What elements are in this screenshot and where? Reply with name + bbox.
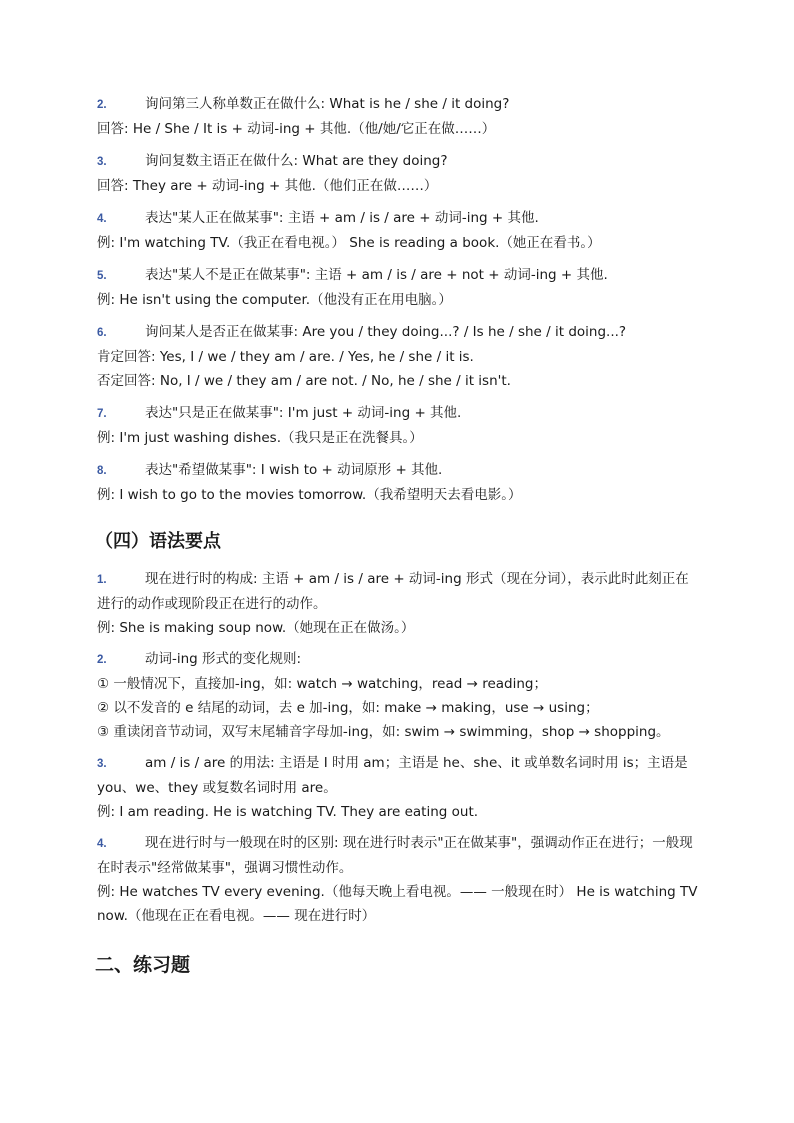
grammar-item-4 [97,831,699,928]
item-number: 8. [97,465,107,477]
item-number: 7. [97,408,107,420]
list-item-5 [97,263,699,312]
list-item-7 [97,401,699,450]
item-number: 3. [97,758,107,770]
list-item-3 [97,149,699,198]
grammar-item-1 [97,567,699,640]
list-item-8 [97,458,699,507]
item-number: 4. [97,213,107,225]
item-text: 表达"希望做某事": I wish to + 动词原形 + 其他. [145,462,443,478]
item-text: 例: I'm just washing dishes.（我只是正在洗餐具。） [97,430,423,446]
item-text: 询问第三人称单数正在做什么: What is he / she / it doing? [145,96,510,112]
item-text: 例: He watches TV every evening.（他每天晚上看电视。—— 一般现在时） He is watching TV now.（他现在正在看电视。—— 现在进行时） [97,884,698,924]
item-text: 表达"只是正在做某事": I'm just + 动词-ing + 其他. [145,405,462,421]
grammar-item-2 [97,647,699,744]
section-heading-exercises: 二、练习题 [95,954,191,976]
item-text: 询问复数主语正在做什么: What are they doing? [145,153,448,169]
list-item-6 [97,320,699,393]
item-text: ① 一般情况下，直接加-ing，如: watch → watching，read → reading； [97,676,547,692]
item-number: 1. [97,574,107,586]
item-text: 例: I am reading. He is watching TV. They are eating out. [97,804,479,820]
item-text: 例: I'm watching TV.（我正在看电视。） She is reading a book.（她正在看书。） [97,235,601,251]
item-text: 肯定回答: Yes, I / we / they am / are. / Yes, he / she / it is. [97,349,474,365]
item-text: 例: He isn't using the computer.（他没有正在用电脑。） [97,292,452,308]
list-item-2 [97,92,699,141]
item-text: ② 以不发音的 e 结尾的动词，去 e 加-ing，如: make → making，use → using； [97,700,599,716]
item-number: 3. [97,156,107,168]
document-content [97,92,699,980]
item-text: 回答: They are + 动词-ing + 其他.（他们正在做……） [97,178,438,194]
section-heading-grammar: （四）语法要点 [95,531,221,552]
item-text: 现在进行时与一般现在时的区别: 现在进行时表示"正在做某事"，强调动作正在进行；一般现在时表示"经常做某事"，强调习惯性动作。 [97,835,693,876]
item-number: 4. [97,838,107,850]
item-text: ③ 重读闭音节动词，双写末尾辅音字母加-ing，如: swim → swimming，shop → shopping。 [97,724,670,740]
list-item-4 [97,206,699,255]
item-text: am / is / are 的用法: 主语是 I 时用 am；主语是 he、she、it 或单数名词时用 is；主语是 you、we、they 或复数名词时用 are。 [97,755,688,796]
item-number: 6. [97,327,107,339]
item-text: 表达"某人不是正在做某事": 主语 + am / is / are + not + 动词-ing + 其他. [145,267,608,283]
item-number: 5. [97,270,107,282]
item-text: 回答: He / She / It is + 动词-ing + 其他.（他/她/它正在做……） [97,121,496,137]
item-text: 动词-ing 形式的变化规则: [145,651,302,667]
item-number: 2. [97,99,107,111]
item-text: 表达"某人正在做某事": 主语 + am / is / are + 动词-ing + 其他. [145,210,539,226]
item-text: 例: I wish to go to the movies tomorrow.（我希望明天去看电影。） [97,487,522,503]
item-text: 询问某人是否正在做某事: Are you / they doing...? / Is he / she / it doing...? [145,324,627,340]
item-number: 2. [97,654,107,666]
item-text: 否定回答: No, I / we / they am / are not. / No, he / she / it isn't. [97,373,511,389]
grammar-item-3 [97,751,699,824]
item-text: 现在进行时的构成: 主语 + am / is / are + 动词-ing 形式（现在分词），表示此时此刻正在进行的动作或现阶段正在进行的动作。 [97,571,689,612]
item-text: 例: She is making soup now.（她现在正在做汤。） [97,620,415,636]
